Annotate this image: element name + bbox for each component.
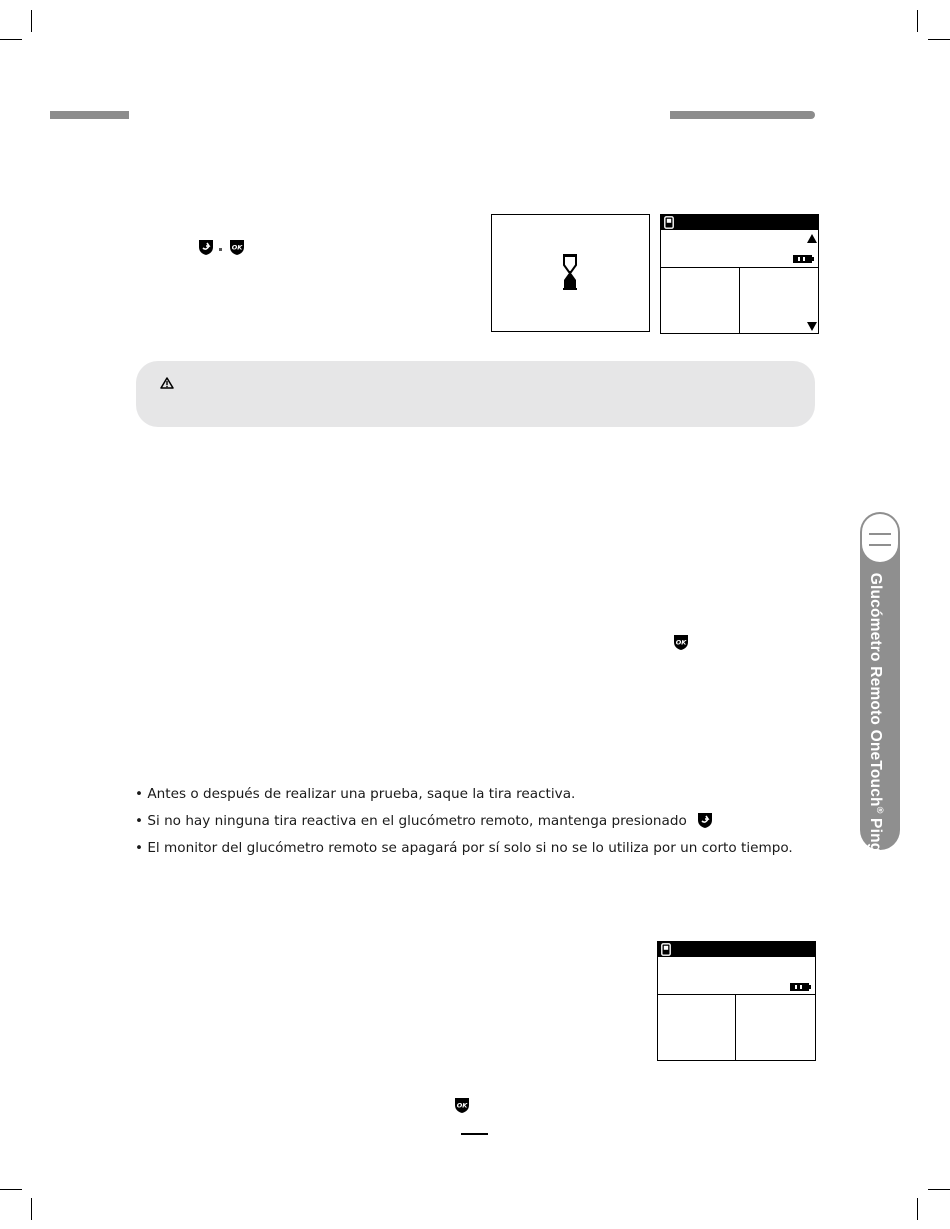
ok-button-icon-bottom (453, 1096, 471, 1114)
meter-icon (664, 216, 674, 229)
side-tab-brand: Ping (867, 818, 884, 853)
svg-text:OK: OK (456, 1101, 468, 1110)
svg-text:OK: OK (675, 638, 687, 647)
battery-icon (790, 983, 811, 991)
crop-mark-top-right-h (928, 39, 950, 40)
list-item (135, 784, 793, 811)
scroll-up-icon (807, 234, 817, 243)
scroll-down-icon (807, 322, 817, 331)
ok-button-icon (228, 238, 246, 256)
ok-button-icon-mid (672, 633, 690, 651)
warning-icon (160, 377, 174, 389)
screen-divider-h (658, 994, 815, 995)
backlight-button-icon (696, 811, 714, 829)
side-tab-line-icon (869, 544, 891, 546)
header-bar-left (50, 111, 129, 119)
crop-mark-bottom-right-h (928, 1189, 950, 1190)
hourglass-icon (562, 253, 578, 291)
crop-mark-top-left-v (31, 10, 32, 32)
backlight-button-icon (197, 238, 215, 256)
header-bar-right (670, 111, 815, 119)
page-number-rule (461, 1133, 488, 1135)
meter-screen-bottom (657, 941, 816, 1061)
crop-mark-bottom-left-h (0, 1189, 22, 1190)
list-item (135, 838, 793, 865)
meter-icon (661, 943, 671, 956)
crop-mark-top-right-v (917, 10, 918, 32)
side-tab-cap (862, 514, 898, 562)
screen-title-bar (658, 942, 815, 957)
screen-divider-v (739, 267, 740, 333)
side-tab-title (867, 566, 890, 866)
note-text: • El monitor del glucómetro remoto se apagará por sí solo si no se lo utiliza por un corto tiempo. (135, 840, 793, 856)
meter-screen-top (660, 214, 819, 334)
icon-separator (219, 248, 222, 251)
crop-mark-bottom-left-v (31, 1198, 32, 1220)
note-text: • Antes o después de realizar una prueba, saque la tira reactiva. (135, 786, 576, 802)
svg-text:OK: OK (231, 243, 243, 252)
registered-mark: ® (875, 806, 885, 814)
notes-list (135, 784, 793, 865)
side-tab-title-text: Glucómetro Remoto OneTouch (867, 572, 884, 807)
screen-divider-v (735, 994, 736, 1060)
list-item (135, 811, 793, 838)
crop-mark-top-left-h (0, 39, 22, 40)
note-text: • Si no hay ninguna tira reactiva en el glucómetro remoto, mantenga presionado (135, 813, 687, 829)
screen-title-bar (661, 215, 818, 230)
registered-mark: ® (875, 852, 885, 860)
battery-icon (793, 255, 814, 263)
crop-mark-bottom-right-v (917, 1198, 918, 1220)
loading-screen (491, 214, 650, 332)
side-tab-line-icon (869, 533, 891, 535)
warning-panel (136, 361, 815, 427)
